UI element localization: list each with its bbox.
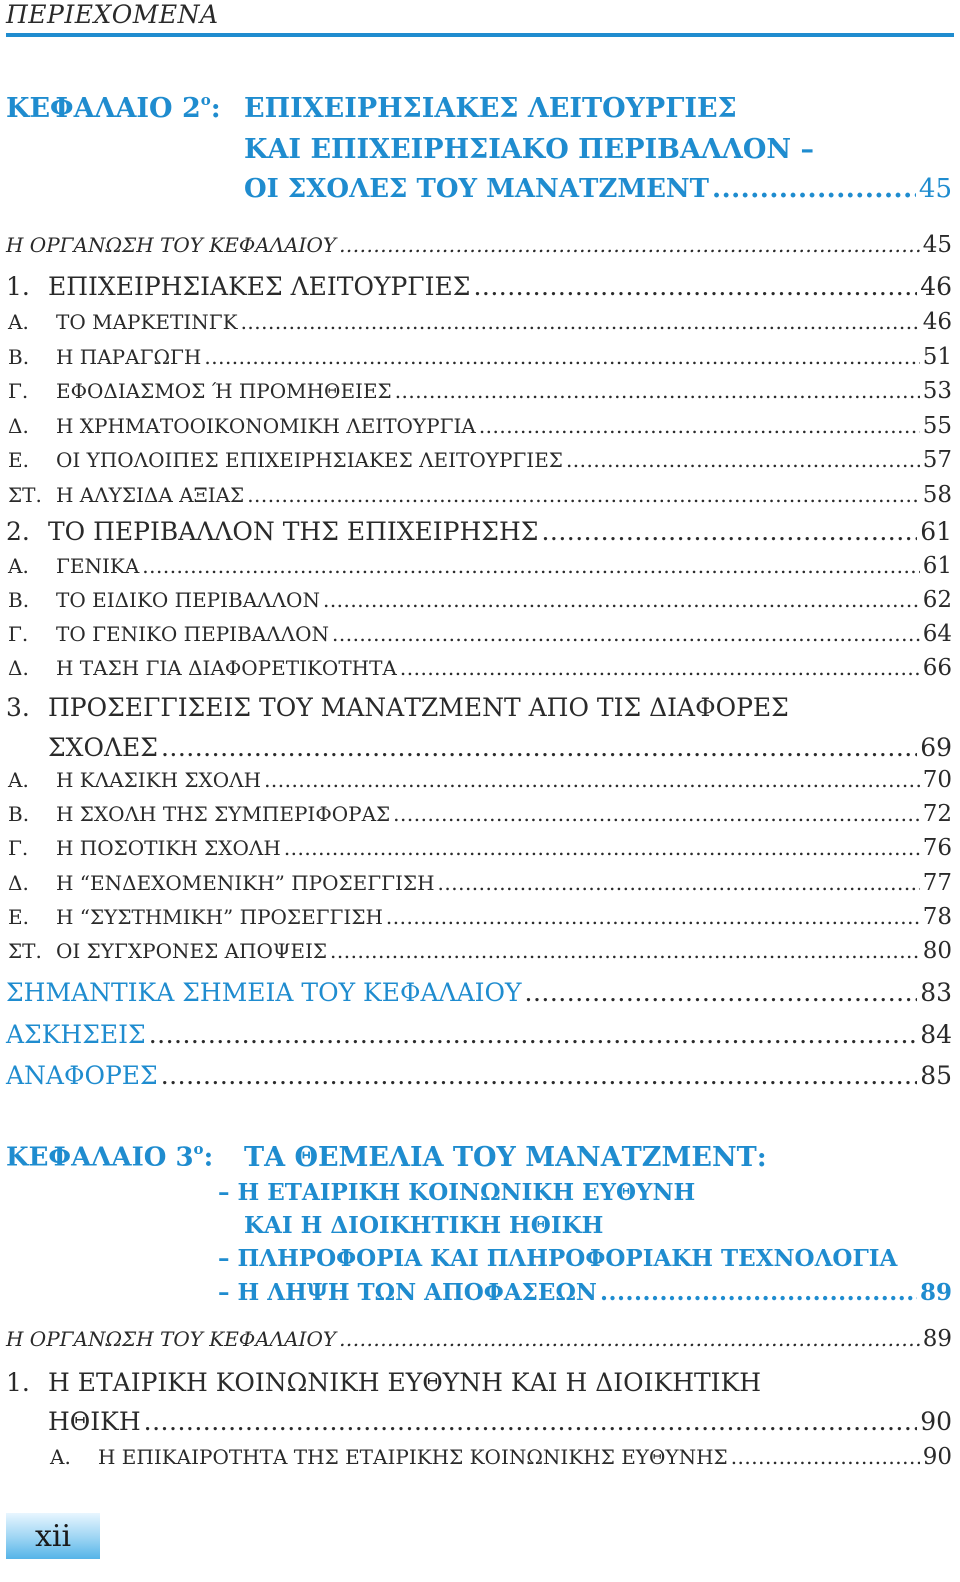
toc-subitem-title: Η ΤΑΣΗ ΓΙΑ ΔΙΑΦΟΡΕΤΙΚΟΤΗΤΑ [56,656,397,680]
toc-subitem-page: 72 [922,801,952,828]
page-number: xii [34,1519,72,1554]
chapter-2-title-line2: ΚΑΙ ΕΠΙΧΕΙΡΗΣΙΑΚΟ ΠΕΡΙΒΑΛΛΟΝ – [244,134,814,165]
toc-section-2[interactable]: 2. ΤΟ ΠΕΡΙΒΑΛΛΟΝ ΤΗΣ ΕΠΙΧΕΙΡΗΣΗΣ ..... 61 [6,517,952,546]
toc-subitem-title: ΟΙ ΣΥΓΧΡΟΝΕΣ ΑΠΟΨΕΙΣ [56,939,328,963]
toc-subitem-page: 53 [922,378,952,404]
toc-subitem[interactable] [6,482,952,508]
toc-subitem-number: Δ. [8,870,29,895]
dot-leader [247,483,920,507]
toc-entry-organization-ch3[interactable]: Η ΟΡΓΑΝΩΣΗ ΤΟΥ ΚΕΦΑΛΑΙΟΥ ..... 89 [6,1326,952,1352]
toc-subitem-page: 58 [922,481,952,508]
toc-subitem[interactable] [6,870,952,896]
toc-subitem-page: 78 [922,903,952,930]
toc-subitem[interactable] [6,904,952,930]
toc-subitem-number: Δ. [8,656,29,680]
toc-subitem[interactable] [6,553,952,579]
chapter-3-label: ΚΕΦΑΛΑΙΟ $3^o$: [6,1140,214,1173]
header-rule [6,33,954,37]
running-header: ΠΕΡΙΕΧΟΜΕΝΑ [6,0,219,29]
toc-subitem-number: ΣΤ. [8,939,42,963]
dot-leader [142,554,919,578]
chapter-3-title-line3: ΚΑΙ Η ΔΙΟΙΚΗΤΙΚΗ ΗΘΙΚΗ [244,1212,604,1239]
page-number-box [6,1513,100,1559]
toc-subitem-page: 61 [922,553,952,579]
toc-subitem-number: Β. [8,588,30,612]
chapter-2-label: ΚΕΦΑΛΑΙΟ $2^o$: [6,91,221,124]
toc-subitem[interactable] [48,1444,952,1470]
dot-leader [400,656,920,680]
dot-leader [731,1445,920,1469]
chapter-2-title-line3[interactable]: ΟΙ ΣΧΟΛΕΣ ΤΟΥ ΜΑΝΑΤΖΜΕΝΤ ..... 45 [244,174,952,204]
toc-subitem-page: 57 [922,447,952,473]
toc-subitem-page: 51 [922,343,952,370]
toc-subitem-number: Γ. [8,622,29,646]
dot-leader [323,588,920,612]
toc-subitem-title: Η ΧΡΗΜΑΤΟΟΙΚΟΝΟΜΙΚΗ ΛΕΙΤΟΥΡΓΙΑ [56,413,476,438]
toc-subitem-number: Γ. [8,836,29,861]
toc-subitem-number: Β. [8,802,30,827]
chapter-2-title-line1: ΕΠΙΧΕΙΡΗΣΙΑΚΕΣ ΛΕΙΤΟΥΡΓΙΕΣ [244,93,737,124]
toc-section-1[interactable]: 1. ΕΠΙΧΕΙΡΗΣΙΑΚΕΣ ΛΕΙΤΟΥΡΓΙΕΣ ..... 46 [6,272,952,301]
toc-subitem-title: ΓΕΝΙΚΑ [56,554,140,578]
toc-subitem-page: 66 [922,655,952,681]
toc-subitem-number: Δ. [8,413,29,438]
toc-subitem-title: Η “ΕΝΔΕΧΟΜΕΝΙΚΗ” ΠΡΟΣΕΓΓΙΣΗ [56,870,435,895]
toc-key-points[interactable]: ΣΗΜΑΝΤΙΚΑ ΣΗΜΕΙΑ ΤΟΥ ΚΕΦΑΛΑΙΟΥ ..... 83 [6,978,952,1007]
toc-subitem-title: ΤΟ ΜΑΡΚΕΤΙΝΓΚ [56,310,238,334]
toc-ch3-section-1-line2[interactable]: ΗΘΙΚΗ ..... 90 [48,1407,952,1436]
toc-subitem[interactable] [6,767,952,793]
chapter-3-title-line2: – Η ΕΤΑΙΡΙΚΗ ΚΟΙΝΩΝΙΚΗ ΕΥΘΥΝΗ [218,1179,696,1206]
toc-subitem-page: 90 [922,1444,952,1470]
dot-leader [386,905,920,929]
toc-subitem-page: 46 [922,309,952,335]
toc-subitem[interactable] [6,801,952,827]
dot-leader [393,802,920,826]
toc-subitem-title: ΟΙ ΥΠΟΛΟΙΠΕΣ ΕΠΙΧΕΙΡΗΣΙΑΚΕΣ ΛΕΙΤΟΥΡΓΙΕΣ [56,448,563,472]
toc-subitem-page: 76 [922,835,952,862]
toc-subitem-title: ΕΦΟΔΙΑΣΜΟΣ Ή ΠΡΟΜΗΘΕΙΕΣ [56,379,392,403]
toc-subitem-page: 77 [922,869,952,896]
toc-subitem-number: Ε. [8,448,29,472]
toc-subitem-number: ΣΤ. [8,482,42,507]
toc-subitem[interactable] [6,413,952,439]
toc-subitem-page: 64 [922,621,952,647]
toc-subitem-number: Α. [8,310,29,334]
dot-leader [479,414,920,438]
toc-subitem-title: Η ΕΠΙΚΑΙΡΟΤΗΤΑ ΤΗΣ ΕΤΑΙΡΙΚΗΣ ΚΟΙΝΩΝΙΚΗΣ ΕΥΘΥΝΗΣ [98,1445,728,1469]
toc-subitem[interactable] [6,447,952,473]
toc-subitem[interactable] [6,344,952,370]
toc-subitem-page: 55 [922,412,952,439]
toc-subitem[interactable] [6,587,952,613]
toc-subitem-title: ΤΟ ΓΕΝΙΚΟ ΠΕΡΙΒΑΛΛΟΝ [56,622,329,646]
toc-ch3-section-1-line1[interactable]: 1. Η ΕΤΑΙΡΙΚΗ ΚΟΙΝΩΝΙΚΗ ΕΥΘΥΝΗ ΚΑΙ Η ΔΙΟΙΚΗΤΙΚΗ [6,1368,762,1397]
chapter-3-title-line4: – ΠΛΗΡΟΦΟΡΙΑ ΚΑΙ ΠΛΗΡΟΦΟΡΙΑΚΗ ΤΕΧΝΟΛΟΓΙΑ [218,1245,898,1272]
toc-subitem[interactable] [6,621,952,647]
toc-subitem[interactable] [6,655,952,681]
toc-subitem-number: Α. [8,554,29,578]
dot-leader [395,379,920,403]
toc-subitem[interactable] [6,835,952,861]
dot-leader [438,871,920,895]
dot-leader [566,448,920,472]
toc-subitem-page: 80 [922,938,952,964]
toc-subitem-title: Η ΠΑΡΑΓΩΓΗ [56,344,202,369]
toc-subitem[interactable] [6,938,952,964]
toc-subitem-title: Η ΠΟΣΟΤΙΚΗ ΣΧΟΛΗ [56,836,281,861]
dot-leader [204,345,919,369]
toc-subitem-number: Α. [50,1445,71,1469]
toc-subitem-number: Α. [8,768,29,792]
toc-section-3-line1[interactable]: 3. ΠΡΟΣΕΓΓΙΣΕΙΣ ΤΟΥ ΜΑΝΑΤΖΜΕΝΤ ΑΠΟ ΤΙΣ ΔΙΑΦΟΡΕΣ [6,693,789,722]
dot-leader [332,622,920,646]
toc-subitem-title: ΤΟ ΕΙΔΙΚΟ ΠΕΡΙΒΑΛΛΟΝ [56,588,320,612]
toc-entry-organization[interactable]: Η ΟΡΓΑΝΩΣΗ ΤΟΥ ΚΕΦΑΛΑΙΟΥ ..... 45 [6,232,952,258]
chapter-3-title-line5[interactable]: – Η ΛΗΨΗ ΤΩΝ ΑΠΟΦΑΣΕΩΝ ..... 89 [218,1279,952,1306]
chapter-3-heading [6,1142,952,1272]
toc-subitem[interactable] [6,309,952,335]
toc-references[interactable]: ΑΝΑΦΟΡΕΣ ..... 85 [6,1061,952,1090]
dot-leader [330,939,920,963]
toc-subitem-title: Η ΚΛΑΣΙΚΗ ΣΧΟΛΗ [56,768,262,792]
dot-leader [241,310,920,334]
toc-subitem-title: Η ΣΧΟΛΗ ΤΗΣ ΣΥΜΠΕΡΙΦΟΡΑΣ [56,802,391,827]
toc-exercises[interactable]: ΑΣΚΗΣΕΙΣ ..... 84 [6,1020,952,1049]
chapter-3-title-line1: ΤΑ ΘΕΜΕΛΙΑ ΤΟΥ ΜΑΝΑΤΖΜΕΝΤ: [244,1142,767,1173]
toc-subitem-number: Ε. [8,904,29,929]
toc-section-3-line2[interactable]: ΣΧΟΛΕΣ ..... 69 [48,733,952,762]
toc-subitem-page: 62 [922,587,952,613]
toc-subitem-page: 70 [922,767,952,793]
toc-subitem-number: Β. [8,344,30,369]
dot-leader [284,836,920,860]
toc-subitem-title: Η “ΣΥΣΤΗΜΙΚΗ” ΠΡΟΣΕΓΓΙΣΗ [56,904,383,929]
toc-subitem[interactable] [6,378,952,404]
dot-leader [264,768,920,792]
toc-subitem-number: Γ. [8,379,29,403]
toc-subitem-title: Η ΑΛΥΣΙΔΑ ΑΞΙΑΣ [56,482,245,507]
